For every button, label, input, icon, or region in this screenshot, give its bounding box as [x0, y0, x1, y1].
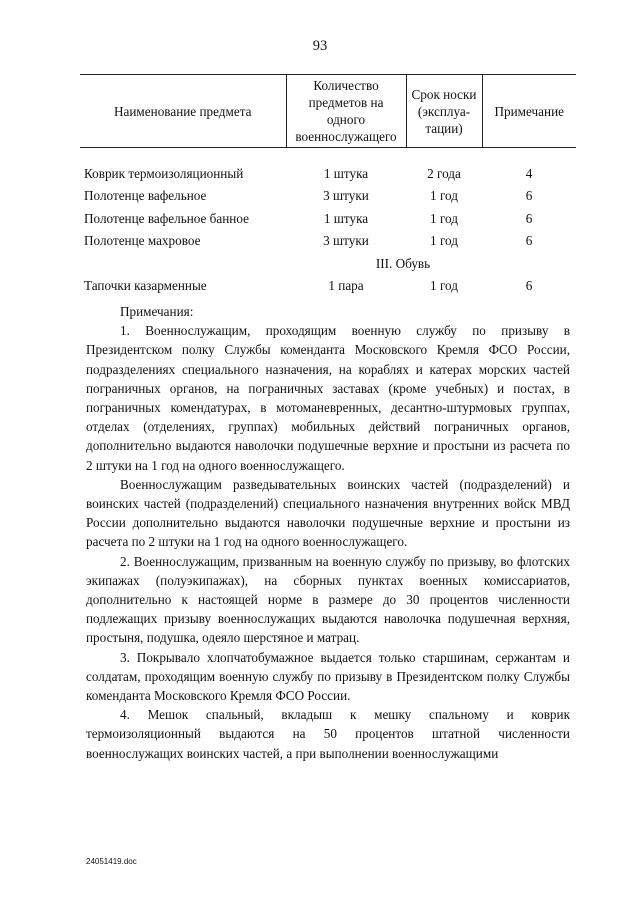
header-term: Срок носки (эксплуа-тации)	[406, 75, 482, 148]
cell-term: 1 год	[430, 278, 458, 294]
note-paragraph: 4. Мешок спальный, вкладыш к мешку спальному и коврик термоизоляционный выдаются на 50 процентов штатной численности военнослужащих воинских частей, а при выполнении военнослужащими	[86, 707, 570, 761]
table-row	[80, 185, 576, 208]
cell-name: Коврик термоизоляционный	[84, 165, 244, 181]
table-row	[80, 148, 576, 185]
cell-quantity: 3 штуки	[323, 233, 369, 249]
note-paragraph: 3. Покрывало хлопчатобумажное выдается только старшинам, сержантам и солдатам, проходящим военную службу по призыву в Президентском полку Службы коменданта Московского Кремля ФСО России.	[86, 649, 570, 704]
page-number: 93	[312, 38, 328, 54]
cell-note: 6	[525, 188, 533, 204]
header-quantity: Количество предметов на одного военнослужащего	[286, 75, 406, 148]
header-name: Наименование предмета	[80, 75, 286, 148]
cell-note: 4	[525, 165, 533, 181]
cell-name: Полотенце вафельное банное	[84, 210, 249, 226]
table-row	[80, 275, 576, 298]
norm-table	[80, 74, 576, 297]
cell-quantity: 1 пара	[328, 278, 364, 294]
footer-file-code: 24051419.doc	[86, 857, 137, 866]
cell-quantity: 3 штуки	[323, 188, 369, 204]
cell-note: 6	[525, 210, 533, 226]
note-paragraph: 1. Военнослужащим, проходящим военную службу по призыву в Президентском полку Службы коменданта Московского Кремля ФСО России, подразделениях специального назначения, на кораблях и катерах морских частей пограничных органов, на пограничных заставах (кроме учебных) и постах, в пограничных комендатурах, в мотоманевренных, десантно-штурмовых группах, отделах (отделениях, группах) мобильных действий пограничных органов, дополнительно выдаются наволочки подушечные верхние и простыни из расчета по 2 штуки на 1 год на одного военнослужащего.	[86, 323, 570, 473]
cell-note: 6	[525, 233, 533, 249]
table-header	[80, 75, 576, 148]
note-paragraph: 2. Военнослужащим, призванным на военную службу по призыву, во флотских экипажах (полуэкипажах), на сборных пунктах военных комиссариатов, дополнительно к настоящей норме в размере до 30 процентов численности подлежащих призыву военнослужащих выдаются наволочка подушечная верхняя, простыня, подушка, одеяло шерстяное и матрац.	[86, 553, 570, 646]
cell-quantity: 1 штука	[323, 210, 369, 226]
notes-heading: Примечания:	[120, 304, 194, 319]
cell-quantity: 1 штука	[323, 165, 369, 181]
header-note: Примечание	[482, 75, 576, 148]
cell-name: Тапочки казарменные	[84, 278, 207, 294]
table-row	[80, 207, 576, 230]
table-row	[80, 230, 576, 253]
notes-section	[86, 302, 570, 763]
cell-note: 6	[525, 278, 533, 294]
cell-name: Полотенце вафельное	[84, 188, 207, 204]
cell-term: 2 года	[427, 165, 461, 181]
cell-term: 1 год	[430, 233, 458, 249]
section-title: III. Обувь	[375, 255, 431, 271]
cell-term: 1 год	[430, 210, 458, 226]
cell-name: Полотенце махровое	[84, 233, 201, 249]
note-paragraph: Военнослужащим разведывательных воинских частей (подразделений) и воинских частей (подразделений) специального назначения внутренних войск МВД России дополнительно выдаются наволочки подушечные верхние и простыни из расчета по 2 штуки на 1 год на одного военнослужащего.	[86, 476, 570, 550]
section-row	[80, 252, 576, 275]
cell-term: 1 год	[430, 188, 458, 204]
